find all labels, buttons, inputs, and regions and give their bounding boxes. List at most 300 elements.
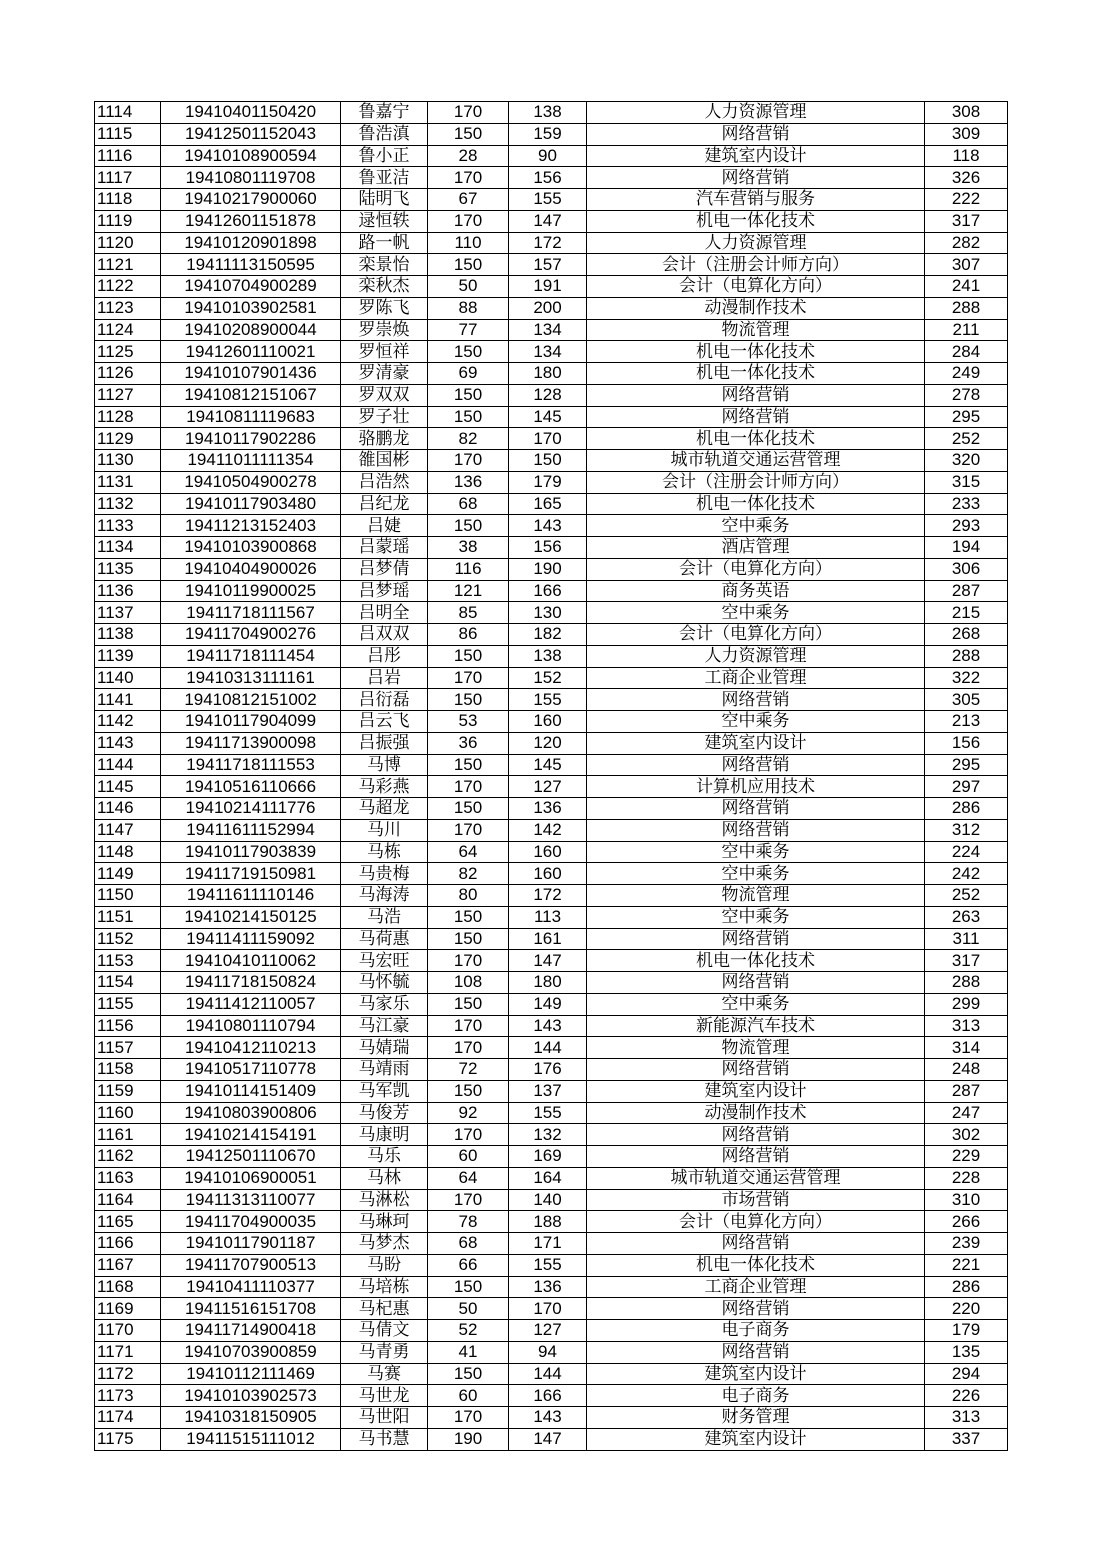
table-row: [95, 254, 1008, 276]
table-row: [95, 950, 1008, 972]
score-b-cell: 113: [509, 906, 587, 928]
total-score-cell: 252: [925, 428, 1008, 450]
score-a-cell: 150: [428, 689, 509, 711]
score-b-cell: 138: [509, 645, 587, 667]
score-a-cell: 121: [428, 580, 509, 602]
student-name-cell: 马超龙: [341, 798, 428, 820]
exam-id-cell: 19410401150420: [161, 102, 341, 124]
score-b-cell: 164: [509, 1167, 587, 1189]
total-score-cell: 215: [925, 602, 1008, 624]
total-score-cell: 179: [925, 1320, 1008, 1342]
score-a-cell: 170: [428, 950, 509, 972]
table-row: [95, 1037, 1008, 1059]
major-cell: 网络营销: [587, 689, 925, 711]
exam-id-cell: 19410313111161: [161, 667, 341, 689]
table-row: [95, 1233, 1008, 1255]
student-name-cell: 吕婕: [341, 515, 428, 537]
total-score-cell: 228: [925, 1167, 1008, 1189]
row-number-cell: 1116: [95, 145, 161, 167]
row-number-cell: 1132: [95, 493, 161, 515]
score-a-cell: 150: [428, 993, 509, 1015]
score-a-cell: 150: [428, 1363, 509, 1385]
major-cell: 网络营销: [587, 123, 925, 145]
student-name-cell: 马赛: [341, 1363, 428, 1385]
row-number-cell: 1131: [95, 471, 161, 493]
table-row: [95, 1428, 1008, 1450]
table-row: [95, 906, 1008, 928]
major-cell: 建筑室内设计: [587, 732, 925, 754]
score-b-cell: 145: [509, 406, 587, 428]
total-score-cell: 295: [925, 754, 1008, 776]
table-row: [95, 1015, 1008, 1037]
score-a-cell: 69: [428, 363, 509, 385]
exam-id-cell: 19411718111553: [161, 754, 341, 776]
major-cell: 网络营销: [587, 819, 925, 841]
major-cell: 会计（电算化方向）: [587, 558, 925, 580]
score-b-cell: 137: [509, 1080, 587, 1102]
row-number-cell: 1168: [95, 1276, 161, 1298]
total-score-cell: 311: [925, 928, 1008, 950]
total-score-cell: 305: [925, 689, 1008, 711]
total-score-cell: 229: [925, 1146, 1008, 1168]
score-a-cell: 38: [428, 537, 509, 559]
table-row: [95, 276, 1008, 298]
total-score-cell: 308: [925, 102, 1008, 124]
score-b-cell: 128: [509, 384, 587, 406]
student-name-cell: 吕彤: [341, 645, 428, 667]
student-name-cell: 吕衍磊: [341, 689, 428, 711]
student-name-cell: 鲁浩滇: [341, 123, 428, 145]
score-a-cell: 36: [428, 732, 509, 754]
score-b-cell: 136: [509, 798, 587, 820]
score-a-cell: 78: [428, 1211, 509, 1233]
major-cell: 工商企业管理: [587, 1276, 925, 1298]
major-cell: 电子商务: [587, 1385, 925, 1407]
total-score-cell: 242: [925, 863, 1008, 885]
score-b-cell: 157: [509, 254, 587, 276]
table-row: [95, 1080, 1008, 1102]
student-name-cell: 马林: [341, 1167, 428, 1189]
score-b-cell: 94: [509, 1341, 587, 1363]
total-score-cell: 322: [925, 667, 1008, 689]
row-number-cell: 1128: [95, 406, 161, 428]
major-cell: 新能源汽车技术: [587, 1015, 925, 1037]
exam-id-cell: 19410103902573: [161, 1385, 341, 1407]
table-row: [95, 1211, 1008, 1233]
score-b-cell: 134: [509, 341, 587, 363]
student-name-cell: 马世龙: [341, 1385, 428, 1407]
major-cell: 机电一体化技术: [587, 950, 925, 972]
row-number-cell: 1170: [95, 1320, 161, 1342]
major-cell: 网络营销: [587, 406, 925, 428]
table-row: [95, 993, 1008, 1015]
student-name-cell: 鲁嘉宁: [341, 102, 428, 124]
row-number-cell: 1124: [95, 319, 161, 341]
score-b-cell: 134: [509, 319, 587, 341]
table-row: [95, 689, 1008, 711]
major-cell: 物流管理: [587, 885, 925, 907]
table-row: [95, 1059, 1008, 1081]
row-number-cell: 1122: [95, 276, 161, 298]
student-name-cell: 马婧瑞: [341, 1037, 428, 1059]
major-cell: 人力资源管理: [587, 232, 925, 254]
student-name-cell: 陆明飞: [341, 189, 428, 211]
total-score-cell: 239: [925, 1233, 1008, 1255]
total-score-cell: 252: [925, 885, 1008, 907]
table-row: [95, 1385, 1008, 1407]
score-a-cell: 82: [428, 428, 509, 450]
exam-id-cell: 19410811119683: [161, 406, 341, 428]
score-a-cell: 150: [428, 1080, 509, 1102]
score-a-cell: 66: [428, 1254, 509, 1276]
total-score-cell: 306: [925, 558, 1008, 580]
exam-id-cell: 19410504900278: [161, 471, 341, 493]
row-number-cell: 1147: [95, 819, 161, 841]
score-a-cell: 170: [428, 102, 509, 124]
score-a-cell: 64: [428, 841, 509, 863]
score-a-cell: 60: [428, 1146, 509, 1168]
score-a-cell: 170: [428, 167, 509, 189]
total-score-cell: 317: [925, 210, 1008, 232]
row-number-cell: 1160: [95, 1102, 161, 1124]
row-number-cell: 1139: [95, 645, 161, 667]
row-number-cell: 1135: [95, 558, 161, 580]
score-b-cell: 127: [509, 776, 587, 798]
major-cell: 动漫制作技术: [587, 297, 925, 319]
exam-id-cell: 19410214150125: [161, 906, 341, 928]
student-name-cell: 马海涛: [341, 885, 428, 907]
total-score-cell: 288: [925, 645, 1008, 667]
row-number-cell: 1151: [95, 906, 161, 928]
total-score-cell: 263: [925, 906, 1008, 928]
exam-id-cell: 19412601151878: [161, 210, 341, 232]
student-name-cell: 马梦杰: [341, 1233, 428, 1255]
row-number-cell: 1162: [95, 1146, 161, 1168]
row-number-cell: 1119: [95, 210, 161, 232]
table-row: [95, 776, 1008, 798]
row-number-cell: 1157: [95, 1037, 161, 1059]
score-b-cell: 143: [509, 1407, 587, 1429]
major-cell: 空中乘务: [587, 711, 925, 733]
exam-id-cell: 19410703900859: [161, 1341, 341, 1363]
score-b-cell: 127: [509, 1320, 587, 1342]
row-number-cell: 1134: [95, 537, 161, 559]
total-score-cell: 248: [925, 1059, 1008, 1081]
row-number-cell: 1161: [95, 1124, 161, 1146]
score-b-cell: 155: [509, 189, 587, 211]
score-b-cell: 171: [509, 1233, 587, 1255]
total-score-cell: 310: [925, 1189, 1008, 1211]
student-name-cell: 罗清豪: [341, 363, 428, 385]
score-a-cell: 150: [428, 645, 509, 667]
major-cell: 电子商务: [587, 1320, 925, 1342]
table-row: [95, 471, 1008, 493]
score-a-cell: 136: [428, 471, 509, 493]
student-name-cell: 马琳珂: [341, 1211, 428, 1233]
total-score-cell: 284: [925, 341, 1008, 363]
student-name-cell: 马家乐: [341, 993, 428, 1015]
exam-id-cell: 19411411159092: [161, 928, 341, 950]
row-number-cell: 1167: [95, 1254, 161, 1276]
table-row: [95, 558, 1008, 580]
major-cell: 会计（电算化方向）: [587, 624, 925, 646]
table-row: [95, 1341, 1008, 1363]
major-cell: 商务英语: [587, 580, 925, 602]
score-b-cell: 90: [509, 145, 587, 167]
student-name-cell: 吕岩: [341, 667, 428, 689]
exam-id-cell: 19411611152994: [161, 819, 341, 841]
score-a-cell: 41: [428, 1341, 509, 1363]
major-cell: 机电一体化技术: [587, 341, 925, 363]
row-number-cell: 1158: [95, 1059, 161, 1081]
table-row: [95, 406, 1008, 428]
score-a-cell: 170: [428, 667, 509, 689]
table-row: [95, 341, 1008, 363]
score-a-cell: 150: [428, 1276, 509, 1298]
student-name-cell: 雒国彬: [341, 450, 428, 472]
student-name-cell: 马靖雨: [341, 1059, 428, 1081]
row-number-cell: 1166: [95, 1233, 161, 1255]
major-cell: 城市轨道交通运营管理: [587, 450, 925, 472]
score-a-cell: 150: [428, 406, 509, 428]
score-a-cell: 170: [428, 1124, 509, 1146]
total-score-cell: 224: [925, 841, 1008, 863]
score-b-cell: 190: [509, 558, 587, 580]
score-a-cell: 110: [428, 232, 509, 254]
score-a-cell: 28: [428, 145, 509, 167]
score-b-cell: 155: [509, 689, 587, 711]
student-name-cell: 吕梦倩: [341, 558, 428, 580]
student-name-cell: 马俊芳: [341, 1102, 428, 1124]
exam-id-cell: 19410103900868: [161, 537, 341, 559]
table-row: [95, 1124, 1008, 1146]
exam-id-cell: 19411704900276: [161, 624, 341, 646]
exam-id-cell: 19410117903839: [161, 841, 341, 863]
table-row: [95, 232, 1008, 254]
exam-id-cell: 19410117902286: [161, 428, 341, 450]
table-row: [95, 972, 1008, 994]
table-row: [95, 863, 1008, 885]
score-a-cell: 150: [428, 123, 509, 145]
total-score-cell: 337: [925, 1428, 1008, 1450]
student-name-cell: 鲁亚洁: [341, 167, 428, 189]
major-cell: 人力资源管理: [587, 102, 925, 124]
exam-id-cell: 19410106900051: [161, 1167, 341, 1189]
total-score-cell: 313: [925, 1015, 1008, 1037]
exam-id-cell: 19410214154191: [161, 1124, 341, 1146]
total-score-cell: 314: [925, 1037, 1008, 1059]
table-row: [95, 798, 1008, 820]
score-b-cell: 160: [509, 841, 587, 863]
major-cell: 工商企业管理: [587, 667, 925, 689]
exam-id-cell: 19410404900026: [161, 558, 341, 580]
row-number-cell: 1159: [95, 1080, 161, 1102]
student-name-cell: 马杞惠: [341, 1298, 428, 1320]
score-a-cell: 64: [428, 1167, 509, 1189]
total-score-cell: 135: [925, 1341, 1008, 1363]
total-score-cell: 222: [925, 189, 1008, 211]
score-a-cell: 170: [428, 450, 509, 472]
major-cell: 会计（电算化方向）: [587, 1211, 925, 1233]
score-b-cell: 143: [509, 1015, 587, 1037]
major-cell: 汽车营销与服务: [587, 189, 925, 211]
score-b-cell: 170: [509, 428, 587, 450]
score-a-cell: 85: [428, 602, 509, 624]
student-name-cell: 栾景怡: [341, 254, 428, 276]
row-number-cell: 1133: [95, 515, 161, 537]
score-a-cell: 108: [428, 972, 509, 994]
major-cell: 财务管理: [587, 1407, 925, 1429]
student-name-cell: 吕蒙瑶: [341, 537, 428, 559]
table-row: [95, 1167, 1008, 1189]
total-score-cell: 294: [925, 1363, 1008, 1385]
exam-id-cell: 19412601110021: [161, 341, 341, 363]
row-number-cell: 1169: [95, 1298, 161, 1320]
total-score-cell: 226: [925, 1385, 1008, 1407]
major-cell: 城市轨道交通运营管理: [587, 1167, 925, 1189]
score-a-cell: 53: [428, 711, 509, 733]
exam-id-cell: 19410107901436: [161, 363, 341, 385]
table-row: [95, 711, 1008, 733]
row-number-cell: 1130: [95, 450, 161, 472]
row-number-cell: 1136: [95, 580, 161, 602]
exam-id-cell: 19411719150981: [161, 863, 341, 885]
table-row: [95, 885, 1008, 907]
major-cell: 机电一体化技术: [587, 210, 925, 232]
major-cell: 网络营销: [587, 1124, 925, 1146]
row-number-cell: 1125: [95, 341, 161, 363]
major-cell: 机电一体化技术: [587, 363, 925, 385]
major-cell: 会计（注册会计师方向）: [587, 254, 925, 276]
student-name-cell: 逯恒轶: [341, 210, 428, 232]
major-cell: 酒店管理: [587, 537, 925, 559]
major-cell: 建筑室内设计: [587, 145, 925, 167]
student-name-cell: 罗陈飞: [341, 297, 428, 319]
score-a-cell: 77: [428, 319, 509, 341]
student-name-cell: 马培栋: [341, 1276, 428, 1298]
row-number-cell: 1152: [95, 928, 161, 950]
major-cell: 空中乘务: [587, 602, 925, 624]
score-b-cell: 145: [509, 754, 587, 776]
table-row: [95, 210, 1008, 232]
major-cell: 网络营销: [587, 928, 925, 950]
row-number-cell: 1172: [95, 1363, 161, 1385]
table-row: [95, 297, 1008, 319]
exam-id-cell: 19411704900035: [161, 1211, 341, 1233]
student-name-cell: 马彩燕: [341, 776, 428, 798]
row-number-cell: 1118: [95, 189, 161, 211]
total-score-cell: 288: [925, 297, 1008, 319]
major-cell: 网络营销: [587, 798, 925, 820]
student-name-cell: 马青勇: [341, 1341, 428, 1363]
score-b-cell: 147: [509, 210, 587, 232]
total-score-cell: 317: [925, 950, 1008, 972]
score-b-cell: 149: [509, 993, 587, 1015]
score-a-cell: 86: [428, 624, 509, 646]
score-a-cell: 170: [428, 1189, 509, 1211]
major-cell: 物流管理: [587, 1037, 925, 1059]
row-number-cell: 1146: [95, 798, 161, 820]
score-b-cell: 155: [509, 1254, 587, 1276]
row-number-cell: 1149: [95, 863, 161, 885]
score-a-cell: 68: [428, 493, 509, 515]
exam-id-cell: 19410108900594: [161, 145, 341, 167]
exam-id-cell: 19411313110077: [161, 1189, 341, 1211]
score-b-cell: 136: [509, 1276, 587, 1298]
student-name-cell: 马书慧: [341, 1428, 428, 1450]
major-cell: 空中乘务: [587, 993, 925, 1015]
score-b-cell: 180: [509, 363, 587, 385]
student-name-cell: 栾秋杰: [341, 276, 428, 298]
total-score-cell: 302: [925, 1124, 1008, 1146]
score-b-cell: 170: [509, 1298, 587, 1320]
major-cell: 空中乘务: [587, 906, 925, 928]
score-b-cell: 169: [509, 1146, 587, 1168]
major-cell: 网络营销: [587, 1298, 925, 1320]
total-score-cell: 315: [925, 471, 1008, 493]
major-cell: 空中乘务: [587, 863, 925, 885]
row-number-cell: 1171: [95, 1341, 161, 1363]
exam-id-cell: 19411707900513: [161, 1254, 341, 1276]
major-cell: 网络营销: [587, 1059, 925, 1081]
score-a-cell: 150: [428, 754, 509, 776]
major-cell: 会计（注册会计师方向）: [587, 471, 925, 493]
student-name-cell: 马荷惠: [341, 928, 428, 950]
table-row: [95, 428, 1008, 450]
student-name-cell: 马军凯: [341, 1080, 428, 1102]
exam-id-cell: 19411714900418: [161, 1320, 341, 1342]
score-b-cell: 166: [509, 1385, 587, 1407]
exam-id-cell: 19411718111567: [161, 602, 341, 624]
row-number-cell: 1143: [95, 732, 161, 754]
total-score-cell: 295: [925, 406, 1008, 428]
table-row: [95, 319, 1008, 341]
total-score-cell: 213: [925, 711, 1008, 733]
student-name-cell: 路一帆: [341, 232, 428, 254]
table-row: [95, 1407, 1008, 1429]
total-score-cell: 288: [925, 972, 1008, 994]
score-b-cell: 166: [509, 580, 587, 602]
student-name-cell: 马宏旺: [341, 950, 428, 972]
row-number-cell: 1137: [95, 602, 161, 624]
student-name-cell: 马博: [341, 754, 428, 776]
exam-id-cell: 19411011111354: [161, 450, 341, 472]
score-a-cell: 150: [428, 515, 509, 537]
exam-id-cell: 19411515111012: [161, 1428, 341, 1450]
total-score-cell: 326: [925, 167, 1008, 189]
major-cell: 网络营销: [587, 1233, 925, 1255]
row-number-cell: 1126: [95, 363, 161, 385]
score-a-cell: 150: [428, 906, 509, 928]
total-score-cell: 266: [925, 1211, 1008, 1233]
score-a-cell: 170: [428, 1015, 509, 1037]
total-score-cell: 268: [925, 624, 1008, 646]
table-row: [95, 102, 1008, 124]
student-name-cell: 鲁小正: [341, 145, 428, 167]
table-row: [95, 732, 1008, 754]
total-score-cell: 156: [925, 732, 1008, 754]
row-number-cell: 1163: [95, 1167, 161, 1189]
student-name-cell: 马江豪: [341, 1015, 428, 1037]
score-a-cell: 150: [428, 254, 509, 276]
score-b-cell: 144: [509, 1037, 587, 1059]
score-a-cell: 116: [428, 558, 509, 580]
score-a-cell: 150: [428, 798, 509, 820]
exam-id-cell: 19410208900044: [161, 319, 341, 341]
row-number-cell: 1121: [95, 254, 161, 276]
score-a-cell: 170: [428, 210, 509, 232]
score-a-cell: 50: [428, 1298, 509, 1320]
